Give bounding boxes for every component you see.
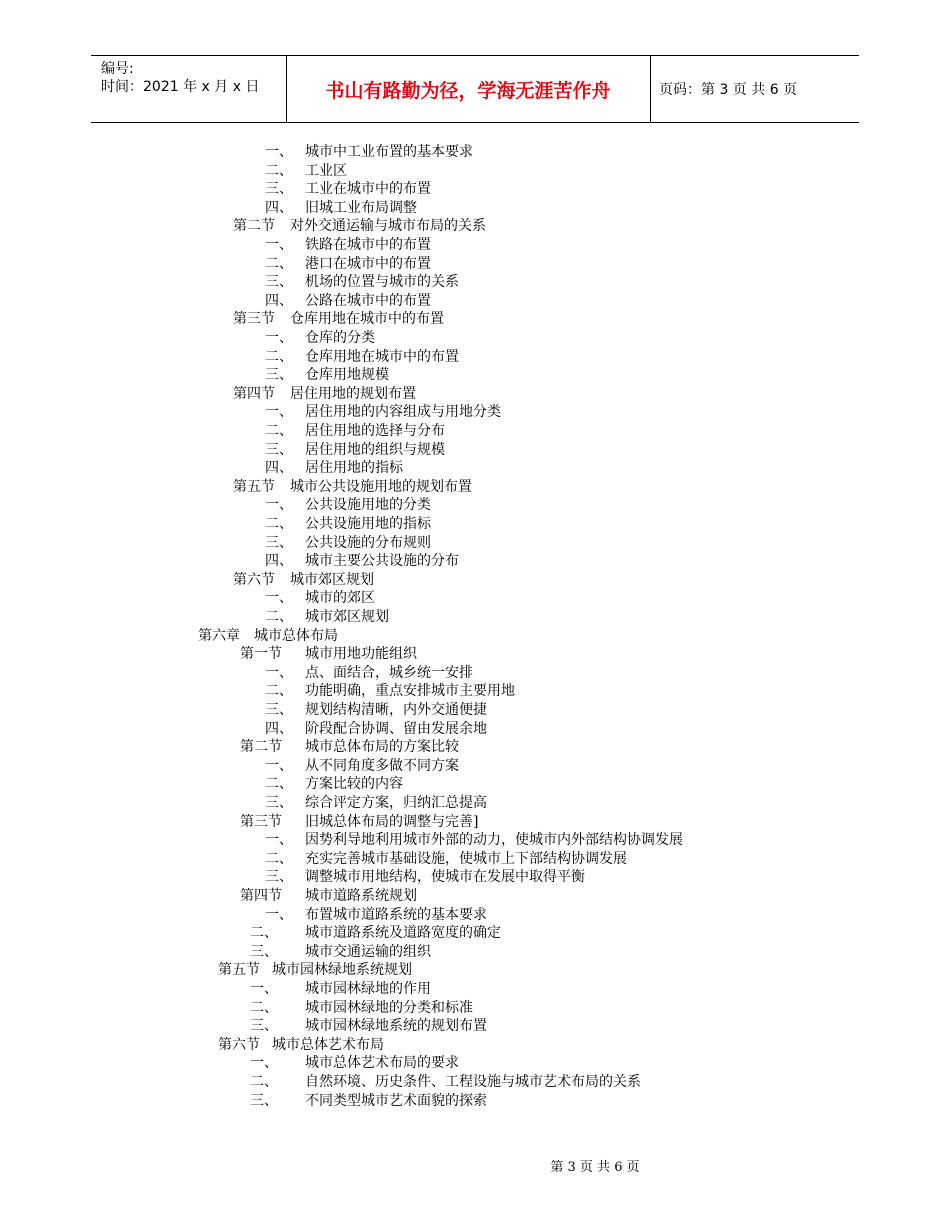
toc-entry-title: 旧城工业布局调整 <box>305 199 417 216</box>
toc-entry-title: 城市郊区规划 <box>305 609 389 625</box>
toc-entry-title: 城市园林绿地系统的规划布置 <box>305 1018 487 1035</box>
toc-entry-title: 铁路在城市中的布置 <box>305 237 431 253</box>
toc-entry-title: 布置城市道路系统的基本要求 <box>305 906 487 923</box>
toc-entry-title: 从不同角度多做不同方案 <box>305 757 459 774</box>
toc-entry-title: 城市道路系统规划 <box>305 888 417 904</box>
toc-entry-title: 不同类型城市艺术面貌的探索 <box>305 1092 487 1109</box>
toc-entry-marker: 一、 <box>265 590 293 607</box>
toc-entry-marker: 一、 <box>250 1055 278 1072</box>
toc-entry-marker: 一、 <box>250 981 278 997</box>
toc-entry-title: 仓库的分类 <box>305 330 375 346</box>
header-motto: 书山有路勤为径，学海无涯苦作舟 <box>325 79 611 102</box>
toc-entry-title: 公路在城市中的布置 <box>305 292 431 309</box>
toc-entry-marker: 三、 <box>265 274 293 291</box>
toc-entry-marker: 第五节 <box>218 962 260 979</box>
document-number-label: 编号: <box>101 61 134 77</box>
toc-entry-marker: 四、 <box>265 199 293 216</box>
toc-entry-marker: 四、 <box>265 553 293 570</box>
toc-entry-title: 城市园林绿地系统规划 <box>272 962 412 979</box>
toc-entry-title: 公共设施用地的指标 <box>305 516 431 532</box>
toc-entry-marker: 第一节 <box>240 646 282 663</box>
toc-entry-title: 城市园林绿地的作用 <box>305 981 431 997</box>
toc-entry-marker: 一、 <box>265 832 293 849</box>
toc-entry-marker: 三、 <box>265 869 293 886</box>
toc-entry-title: 仓库用地在城市中的布置 <box>290 311 444 328</box>
toc-entry-marker: 二、 <box>265 162 293 179</box>
toc-entry-marker: 二、 <box>250 925 278 942</box>
document-time-label: 时间：2021 年 x 月 x 日 <box>101 79 260 95</box>
toc-entry-marker: 第四节 <box>240 888 282 904</box>
toc-entry-marker: 三、 <box>250 943 278 960</box>
toc-entry-marker: 二、 <box>265 683 293 700</box>
toc-entry-title: 对外交通运输与城市布局的关系 <box>290 218 486 235</box>
toc-entry-title: 居住用地的内容组成与用地分类 <box>305 404 501 421</box>
toc-entry-title: 港口在城市中的布置 <box>305 255 431 272</box>
toc-entry-title: 城市总体艺术布局 <box>272 1036 384 1053</box>
toc-entry-title: 综合评定方案，归纳汇总提高 <box>305 795 487 811</box>
toc-entry-title: 充实完善城市基础设施，使城市上下部结构协调发展 <box>305 850 627 867</box>
toc-entry-marker: 一、 <box>265 757 293 774</box>
header-meta <box>101 60 259 96</box>
toc-entry-title: 点、面结合，城乡统一安排 <box>305 664 473 681</box>
toc-entry-marker: 二、 <box>265 255 293 272</box>
toc-entry-marker: 三、 <box>265 441 293 458</box>
toc-entry-marker: 一、 <box>265 144 293 160</box>
toc-entry-title: 公共设施用地的分类 <box>305 497 431 514</box>
toc-entry-marker: 第三节 <box>233 311 275 328</box>
toc-entry-marker: 第二节 <box>233 218 275 235</box>
toc-entry-title: 公共设施的分布规则 <box>305 534 431 551</box>
toc-entry-title: 城市总体布局的方案比较 <box>305 739 459 756</box>
toc-entry-title: 调整城市用地结构，使城市在发展中取得平衡 <box>305 869 585 886</box>
toc-entry-title: 自然环境、历史条件、工程设施与城市艺术布局的关系 <box>305 1074 641 1090</box>
toc-entry-marker: 一、 <box>265 906 293 923</box>
toc-entry-marker: 二、 <box>250 1074 278 1090</box>
toc-entry-title: 仓库用地在城市中的布置 <box>305 348 459 365</box>
toc-entry-marker: 二、 <box>265 516 293 532</box>
toc-entry-title: 城市总体艺术布局的要求 <box>305 1055 459 1072</box>
toc-entry-title: 城市交通运输的组织 <box>305 943 431 960</box>
toc-entry-title: 居住用地的规划布置 <box>290 385 416 402</box>
toc-entry-marker: 三、 <box>265 181 293 198</box>
toc-entry-marker: 一、 <box>265 664 293 681</box>
page-footer: 第 3 页 共 6 页 <box>550 1160 640 1175</box>
toc-entry-title: 城市园林绿地的分类和标准 <box>305 999 473 1016</box>
toc-entry-title: 方案比较的内容 <box>305 776 403 793</box>
toc-entry-title: 城市主要公共设施的分布 <box>305 553 459 570</box>
toc-entry-title: 旧城总体布局的调整与完善] <box>305 813 479 830</box>
toc-entry-title: 工业区 <box>305 162 347 179</box>
toc-entry-marker: 四、 <box>265 460 293 477</box>
toc-entry-marker: 第三节 <box>240 813 282 830</box>
toc-entry-title: 居住用地的选择与分布 <box>305 423 445 439</box>
toc-entry-title: 规划结构清晰，内外交通便捷 <box>305 702 487 718</box>
toc-entry-marker: 第六节 <box>233 571 275 588</box>
toc-entry-marker: 第二节 <box>240 739 282 756</box>
toc-entry-title: 城市总体布局 <box>254 627 338 644</box>
toc-entry-title: 因势利导地利用城市外部的动力，使城市内外部结构协调发展 <box>305 832 683 849</box>
toc-entry-marker: 第四节 <box>233 385 275 402</box>
header-page-info: 页码：第 3 页 共 6 页 <box>659 82 798 98</box>
toc-entry-marker: 二、 <box>265 776 293 793</box>
toc-entry-title: 功能明确，重点安排城市主要用地 <box>305 683 515 700</box>
toc-entry-title: 城市用地功能组织 <box>305 646 417 663</box>
toc-entry-marker: 二、 <box>265 348 293 365</box>
toc-entry-title: 城市郊区规划 <box>290 571 374 588</box>
toc-entry-marker: 二、 <box>265 423 293 439</box>
toc-entry-title: 阶段配合协调、留由发展余地 <box>305 720 487 737</box>
toc-entry-marker: 三、 <box>265 367 293 384</box>
toc-entry-marker: 一、 <box>265 237 293 253</box>
toc-entry-title: 机场的位置与城市的关系 <box>305 274 459 291</box>
page-header <box>91 55 859 123</box>
toc-entry-marker: 三、 <box>250 1092 278 1109</box>
toc-entry-marker: 四、 <box>265 720 293 737</box>
toc-entry-marker: 第六节 <box>218 1036 260 1053</box>
toc-entry-title: 仓库用地规模 <box>305 367 389 384</box>
toc-entry-title: 居住用地的组织与规模 <box>305 441 445 458</box>
toc-entry-marker: 一、 <box>265 330 293 346</box>
toc-entry-title: 城市的郊区 <box>305 590 375 607</box>
toc-entry-title: 城市公共设施用地的规划布置 <box>290 478 472 495</box>
toc-entry-marker: 第六章 <box>198 627 240 644</box>
toc-entry-marker: 三、 <box>265 795 293 811</box>
toc-entry-marker: 二、 <box>265 850 293 867</box>
toc-entry-marker: 二、 <box>265 609 293 625</box>
toc-entry-title: 城市中工业布置的基本要求 <box>305 144 473 160</box>
toc-entry-title: 居住用地的指标 <box>305 460 403 477</box>
toc-entry-title: 城市道路系统及道路宽度的确定 <box>305 925 501 942</box>
toc-entry-marker: 三、 <box>265 702 293 718</box>
toc-entry-marker: 二、 <box>250 999 278 1016</box>
toc-entry-marker: 第五节 <box>233 478 275 495</box>
toc-entry-marker: 四、 <box>265 292 293 309</box>
toc-entry-marker: 一、 <box>265 404 293 421</box>
toc-entry-marker: 三、 <box>250 1018 278 1035</box>
header-divider <box>650 56 651 122</box>
toc-entry-marker: 三、 <box>265 534 293 551</box>
toc-entry-title: 工业在城市中的布置 <box>305 181 431 198</box>
toc-entry-marker: 一、 <box>265 497 293 514</box>
